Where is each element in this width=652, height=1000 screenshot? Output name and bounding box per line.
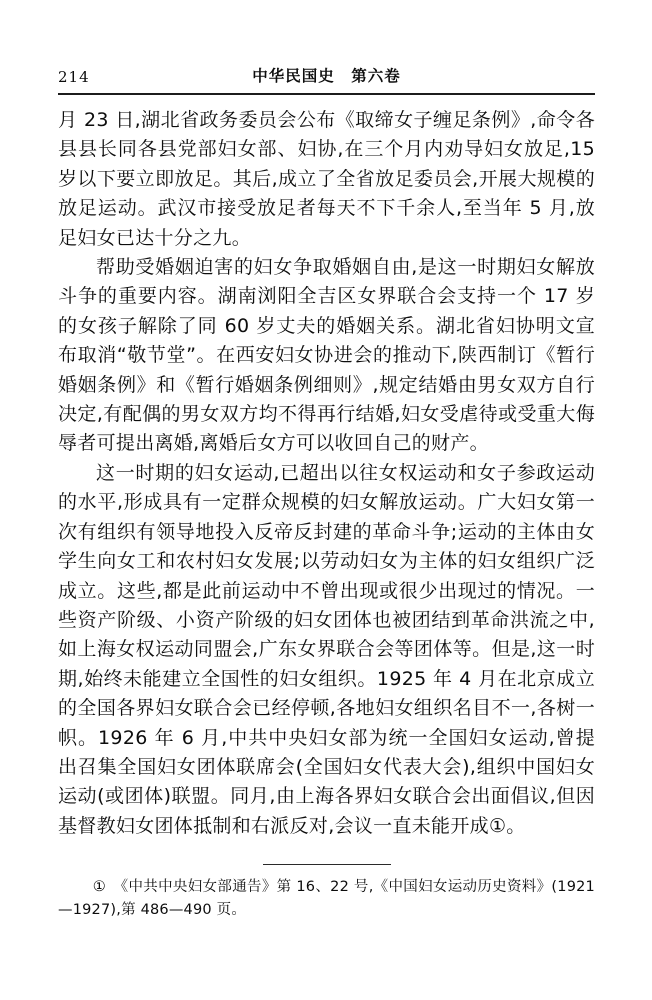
- header-rule: [58, 93, 595, 95]
- paragraph: 这一时期的妇女运动,已超出以往女权运动和女子参政运动的水平,形成具有一定群众规模的妇女解放运动。广大妇女第一次有组织有领导地投入反帝反封建的革命斗争;运动的主体由女学生向女工和农村妇女发展;以劳动妇女为主体的妇女组织广泛成立。这些,都是此前运动中不曾出现或很少出现过的情况。一些资产阶级、小资产阶级的妇女团体也被团结到革命洪流之中,如上海女权运动同盟会,广东女界联合会等团体等。但是,这一时期,始终未能建立全国性的妇女组织。1925 年 4 月在北京成立的全国各界妇女联合会已经停顿,各地妇女组织名目不一,各树一帜。1926 年 6 月,中共中央妇女部为统一全国妇女运动,曾提出召集全国妇女团体联席会(全国妇女代表大会),组织中国妇女运动(或团体)联盟。同月,由上海各界妇女联合会出面倡议,但因基督教妇女团体抵制和右派反对,会议一直未能开成①。: [58, 461, 595, 837]
- body-text: [58, 106, 595, 841]
- page-number: 214: [58, 68, 90, 86]
- footnote-separator: [263, 864, 391, 865]
- running-title: 中华民国史 第六卷: [252, 67, 401, 85]
- paragraph: 帮助受婚姻迫害的妇女争取婚姻自由,是这一时期妇女解放斗争的重要内容。湖南浏阳全吉区女界联合会支持一个 17 岁的女孩子解除了同 60 岁丈夫的婚姻关系。湖北省妇协明文宣布取消“敬节堂”。在西安妇女协进会的推动下,陕西制订《暂行婚姻条例》和《暂行婚姻条例细则》,规定结婚由男女双方自行决定,有配偶的男女双方均不得再行结婚,妇女受虐待或受重大侮辱者可提出离婚,离婚后女方可以收回自己的财产。: [58, 256, 595, 455]
- running-header: [58, 64, 595, 86]
- footnote: ① 《中共中央妇女部通告》第 16、22 号,《中国妇女运动历史资料》(1921—1927),第 486—490 页。: [58, 879, 595, 919]
- paragraph: 月 23 日,湖北省政务委员会公布《取缔女子缠足条例》,命令各县县长同各县党部妇女部、妇协,在三个月内劝导妇女放足,15 岁以下要立即放足。其后,成立了全省放足委员会,开展大规模的放足运动。武汉市接受放足者每天不下千余人,至当年 5 月,放足妇女已达十分之九。: [58, 109, 595, 249]
